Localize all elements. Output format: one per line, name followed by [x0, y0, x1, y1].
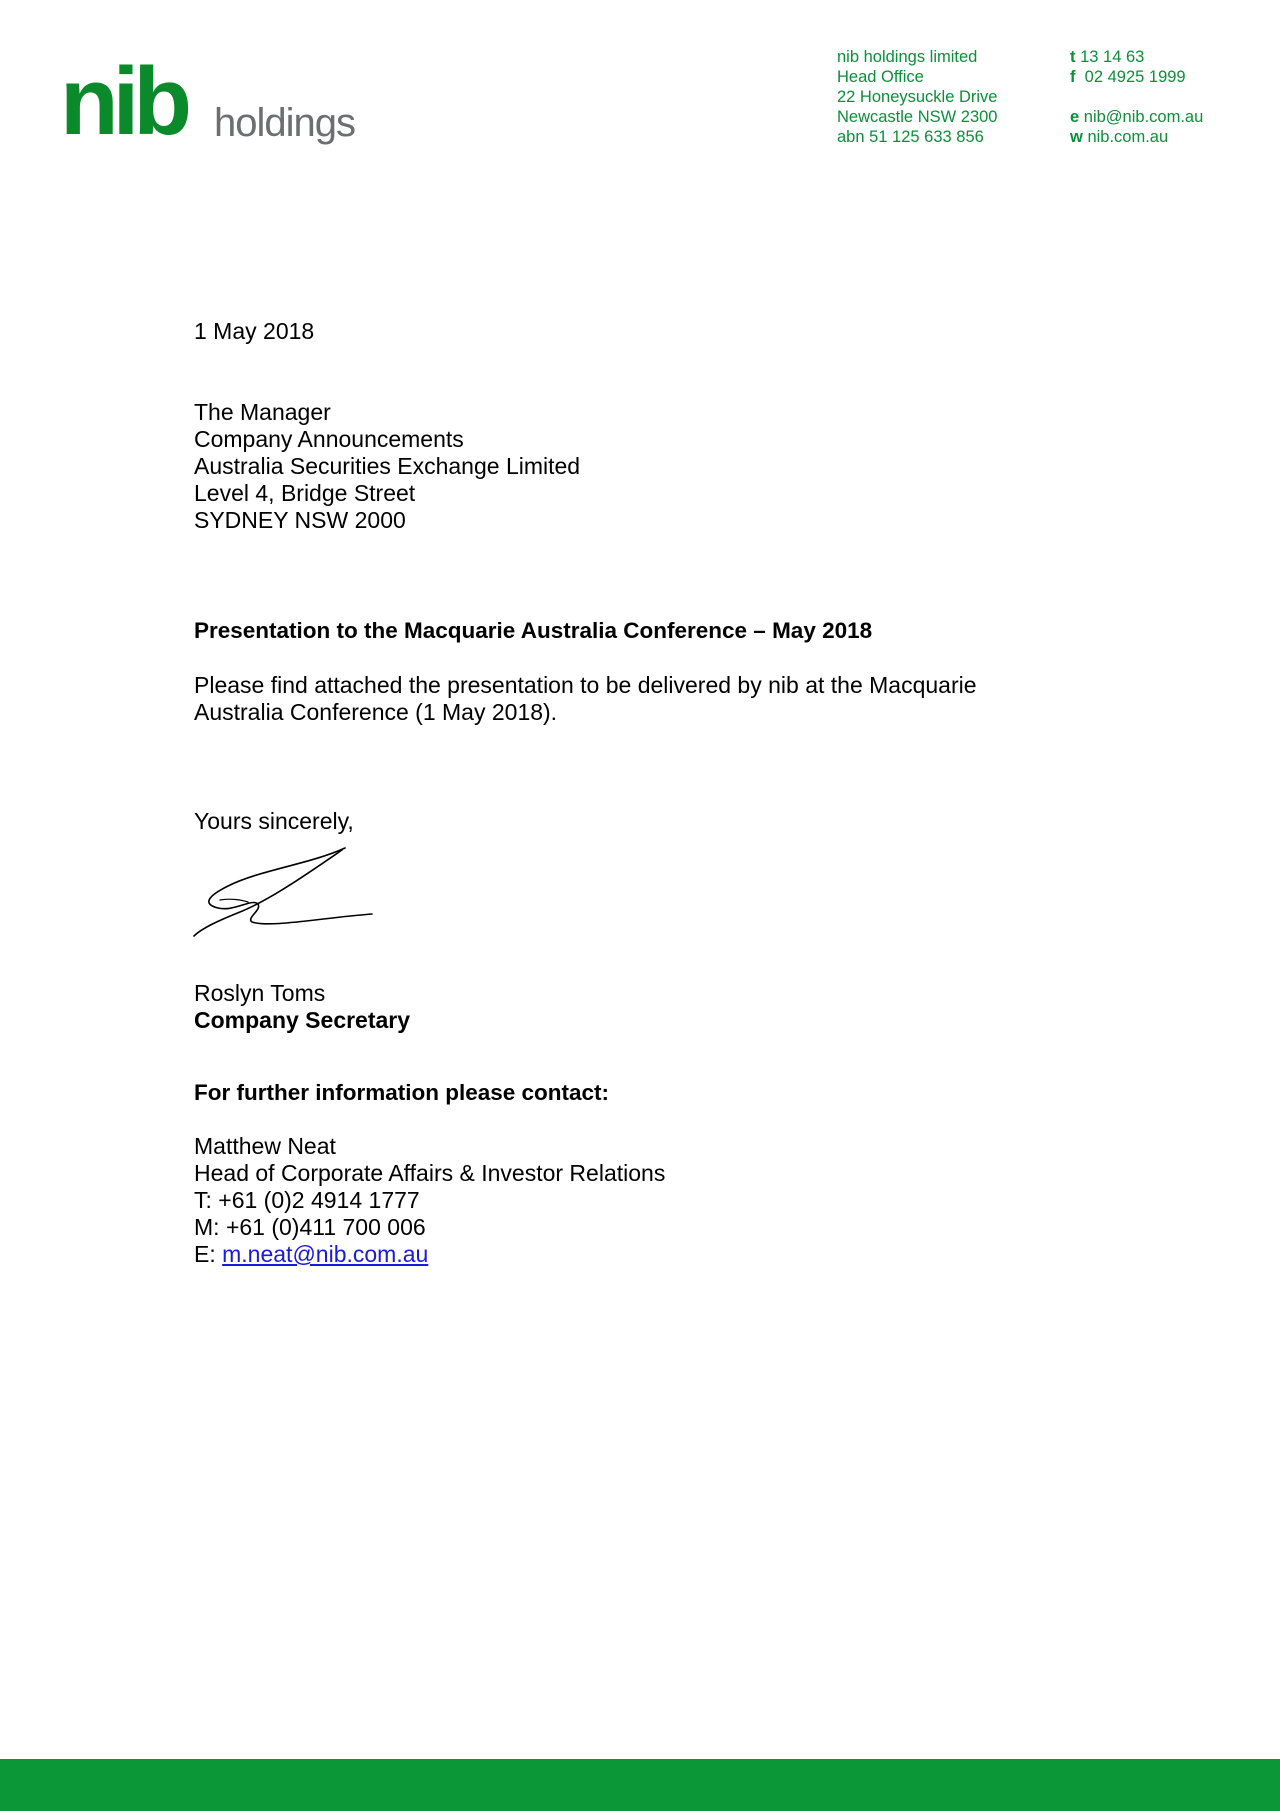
header-fax-label: f	[1070, 68, 1076, 86]
header-web-label: w	[1070, 128, 1083, 146]
contact-email-prefix: E:	[194, 1241, 223, 1267]
address-line: Company Announcements	[194, 426, 464, 452]
contact-mobile: M: +61 (0)411 700 006	[194, 1214, 426, 1240]
letter-paragraph	[194, 672, 977, 726]
logo-holdings-text: holdings	[214, 101, 356, 145]
address-line: SYDNEY NSW 2000	[194, 507, 406, 533]
signer-name: Roslyn Toms	[194, 980, 326, 1006]
logo-nib-text: nib	[60, 48, 186, 155]
contact-email-link[interactable]: m.neat@nib.com.au	[222, 1241, 429, 1267]
handwritten-signature	[190, 842, 380, 942]
header-street: 22 Honeysuckle Drive	[837, 88, 998, 106]
header-company: nib holdings limited	[837, 48, 978, 66]
letter-date: 1 May 2018	[194, 318, 315, 344]
header-fax-value: 02 4925 1999	[1084, 68, 1186, 86]
header-address-block	[837, 47, 998, 147]
header-contact-block	[1070, 47, 1203, 147]
header-phone-value: 13 14 63	[1080, 48, 1145, 66]
contact-heading: For further information please contact:	[194, 1080, 610, 1105]
header-phone-label: t	[1070, 48, 1076, 66]
recipient-address	[194, 399, 580, 534]
footer-green-bar	[0, 1759, 1280, 1811]
header-web-value: nib.com.au	[1087, 128, 1169, 146]
header-email-value: nib@nib.com.au	[1083, 108, 1204, 126]
contact-phone: T: +61 (0)2 4914 1777	[194, 1187, 420, 1213]
signer-title: Company Secretary	[194, 1007, 411, 1033]
address-line: Australia Securities Exchange Limited	[194, 453, 581, 479]
header-abn: abn 51 125 633 856	[837, 128, 984, 146]
header-phone	[1070, 47, 1203, 67]
header-web	[1070, 127, 1203, 147]
signer-block	[194, 980, 410, 1034]
contact-email-line	[194, 1241, 665, 1268]
address-line: Level 4, Bridge Street	[194, 480, 416, 506]
paragraph-line: Australia Conference (1 May 2018).	[194, 699, 558, 725]
letter-closing: Yours sincerely,	[194, 808, 354, 834]
header-fax	[1070, 67, 1203, 87]
contact-block	[194, 1133, 665, 1268]
address-line: The Manager	[194, 399, 331, 425]
header-email	[1070, 107, 1203, 127]
paragraph-line: Please find attached the presentation to be delivered by nib at the Macquarie	[194, 672, 977, 698]
header-email-label: e	[1070, 108, 1080, 126]
contact-title: Head of Corporate Affairs & Investor Relations	[194, 1160, 666, 1186]
nib-holdings-logo	[60, 48, 360, 155]
header-office: Head Office	[837, 68, 924, 86]
header-city: Newcastle NSW 2300	[837, 108, 998, 126]
contact-name: Matthew Neat	[194, 1133, 336, 1159]
letter-subject: Presentation to the Macquarie Australia Conference – May 2018	[194, 618, 873, 643]
